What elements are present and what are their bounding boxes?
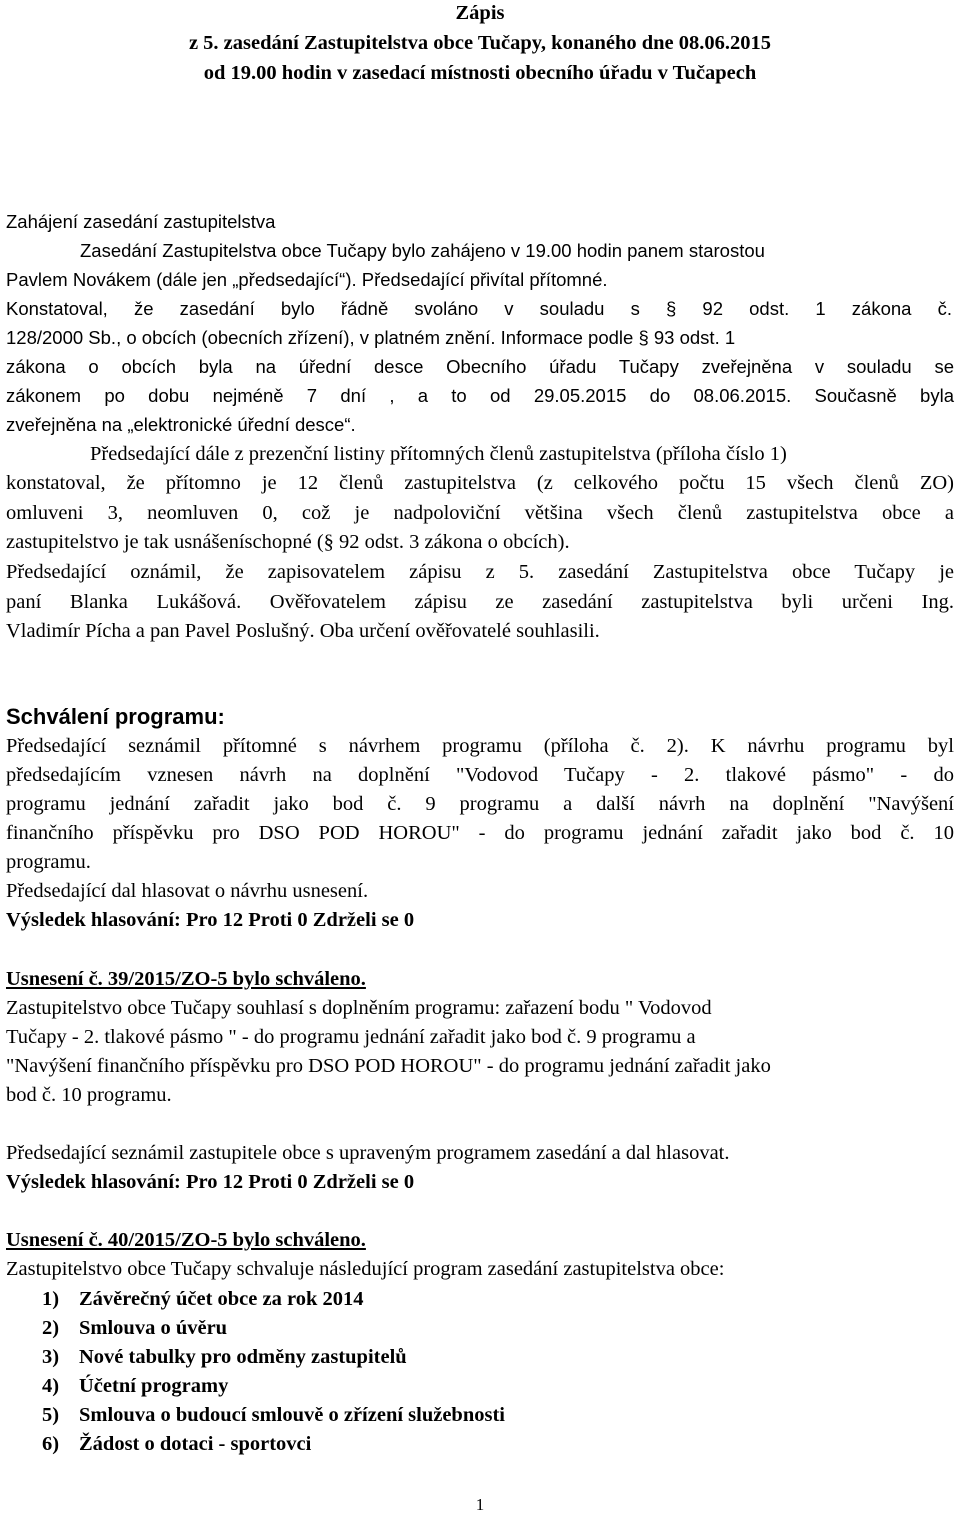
opening-heading: Zahájení zasedání zastupitelstva [6,211,276,232]
resolution-39-line-3: "Navýšení finančního příspěvku pro DSO POD HOROU" - do programu jednání zařadit jako [6,1055,771,1077]
opening-para2-line-2: konstatoval, že přítomno je 12 členů zastupitelstva (z celkového počtu 15 všech členů ZO) [6,472,954,494]
program-item-text: Účetní programy [79,1375,229,1397]
opening-line-4: 128/2000 Sb., o obcích (obecních zřízení), v platném znění. Informace podle § 93 odst. 1 [6,327,736,348]
program-line-3: programu jednání zařadit jako bod č. 9 programu a další návrh na doplnění "Navýšení [6,793,954,815]
program-item-text: Závěrečný účet obce za rok 2014 [79,1288,364,1310]
opening-line-1: Zasedání Zastupitelstva obce Tučapy bylo zahájeno v 19.00 hodin panem starostou [80,240,765,261]
resolution-39-title: Usnesení č. 39/2015/ZO-5 bylo schváleno. [6,968,366,990]
program-line-4: finančního příspěvku pro DSO POD HOROU" - do programu jednání zařadit jako bod č. 10 [6,822,954,844]
opening-para2-line-5: Předsedající oznámil, že zapisovatelem zápisu z 5. zasedání Zastupitelstva obce Tučapy je [6,561,954,583]
program-item-number: 5) [42,1404,60,1426]
opening-para2-line-4: zastupitelstvo je tak usnášeníschopné (§ 92 odst. 3 zákona o obcích). [6,531,570,553]
page-number: 1 [475,1495,485,1514]
document-title: Zápis [455,2,505,24]
opening-para2-line-7: Vladimír Pícha a pan Pavel Poslušný. Oba určení ověřovatelé souhlasili. [6,620,600,642]
program-line-2: předsedajícím vznesen návrh na doplnění "Vodovod Tučapy - 2. tlakové pásmo" - do [6,764,954,786]
opening-line-7: zveřejněna na „elektronické úřední desce“. [6,414,356,435]
resolution-40-intro: Zastupitelstvo obce Tučapy schvaluje následující program zasedání zastupitelstva obce: [6,1258,725,1280]
meeting-subtitle-line1: z 5. zasedání Zastupitelstva obce Tučapy, konaného dne 08.06.2015 [188,32,772,54]
opening-para2-line-3: omluveni 3, neomluven 0, což je nadpoloviční většina všech členů zastupitelstva obce a [6,502,954,524]
program-vote-call: Předsedající dal hlasovat o návrhu usnesení. [6,880,369,902]
resolution-39-line-2: Tučapy - 2. tlakové pásmo " - do programu jednání zařadit jako bod č. 9 programu a [6,1026,696,1048]
opening-line-5: zákona o obcích byla na úřední desce Obecního úřadu Tučapy zveřejněna v souladu se [6,356,954,377]
program-item-text: Nové tabulky pro odměny zastupitelů [79,1346,407,1368]
program-item-text: Smlouva o úvěru [79,1317,228,1339]
resolution-39-intro: Předsedající seznámil zastupitele obce s upraveným programem zasedání a dal hlasovat. [6,1142,730,1164]
opening-line-6: zákonem po dobu nejméně 7 dní , a to od 29.05.2015 do 08.06.2015. Současně byla [6,385,954,406]
opening-line-2: Pavlem Novákem (dále jen „předsedající“). Předsedající přivítal přítomné. [6,269,608,290]
program-heading: Schválení programu: [6,704,225,729]
resolution-39-line-1: Zastupitelstvo obce Tučapy souhlasí s doplněním programu: zařazení bodu " Vodovod [6,997,712,1019]
program-line-1: Předsedající seznámil přítomné s návrhem programu (příloha č. 2). K návrhu programu byl [6,735,954,757]
opening-para2-line-1: Předsedající dále z prezenční listiny přítomných členů zastupitelstva (příloha číslo 1) [90,443,787,465]
program-item-number: 4) [42,1375,60,1397]
opening-line-3: Konstatoval, že zasedání bylo řádně svoláno v souladu s § 92 odst. 1 zákona č. [6,298,952,319]
resolution-39-vote-result: Výsledek hlasování: Pro 12 Proti 0 Zdrželi se 0 [6,1171,415,1193]
program-item-number: 3) [42,1346,60,1368]
opening-para2-line-6: paní Blanka Lukášová. Ověřovatelem zápisu ze zasedání zastupitelstva byli určeni Ing. [6,591,954,613]
program-item-number: 6) [42,1433,60,1455]
program-item-number: 2) [42,1317,60,1339]
program-vote-result: Výsledek hlasování: Pro 12 Proti 0 Zdrželi se 0 [6,909,415,931]
program-line-5: programu. [6,851,91,873]
resolution-40-title: Usnesení č. 40/2015/ZO-5 bylo schváleno. [6,1229,366,1251]
program-item-text: Žádost o dotaci - sportovci [79,1433,312,1455]
program-item-number: 1) [42,1288,60,1310]
program-item-text: Smlouva o budoucí smlouvě o zřízení služebnosti [79,1404,505,1426]
meeting-subtitle-line2: od 19.00 hodin v zasedací místnosti obecního úřadu v Tučapech [203,62,757,84]
resolution-39-line-4: bod č. 10 programu. [6,1084,172,1106]
